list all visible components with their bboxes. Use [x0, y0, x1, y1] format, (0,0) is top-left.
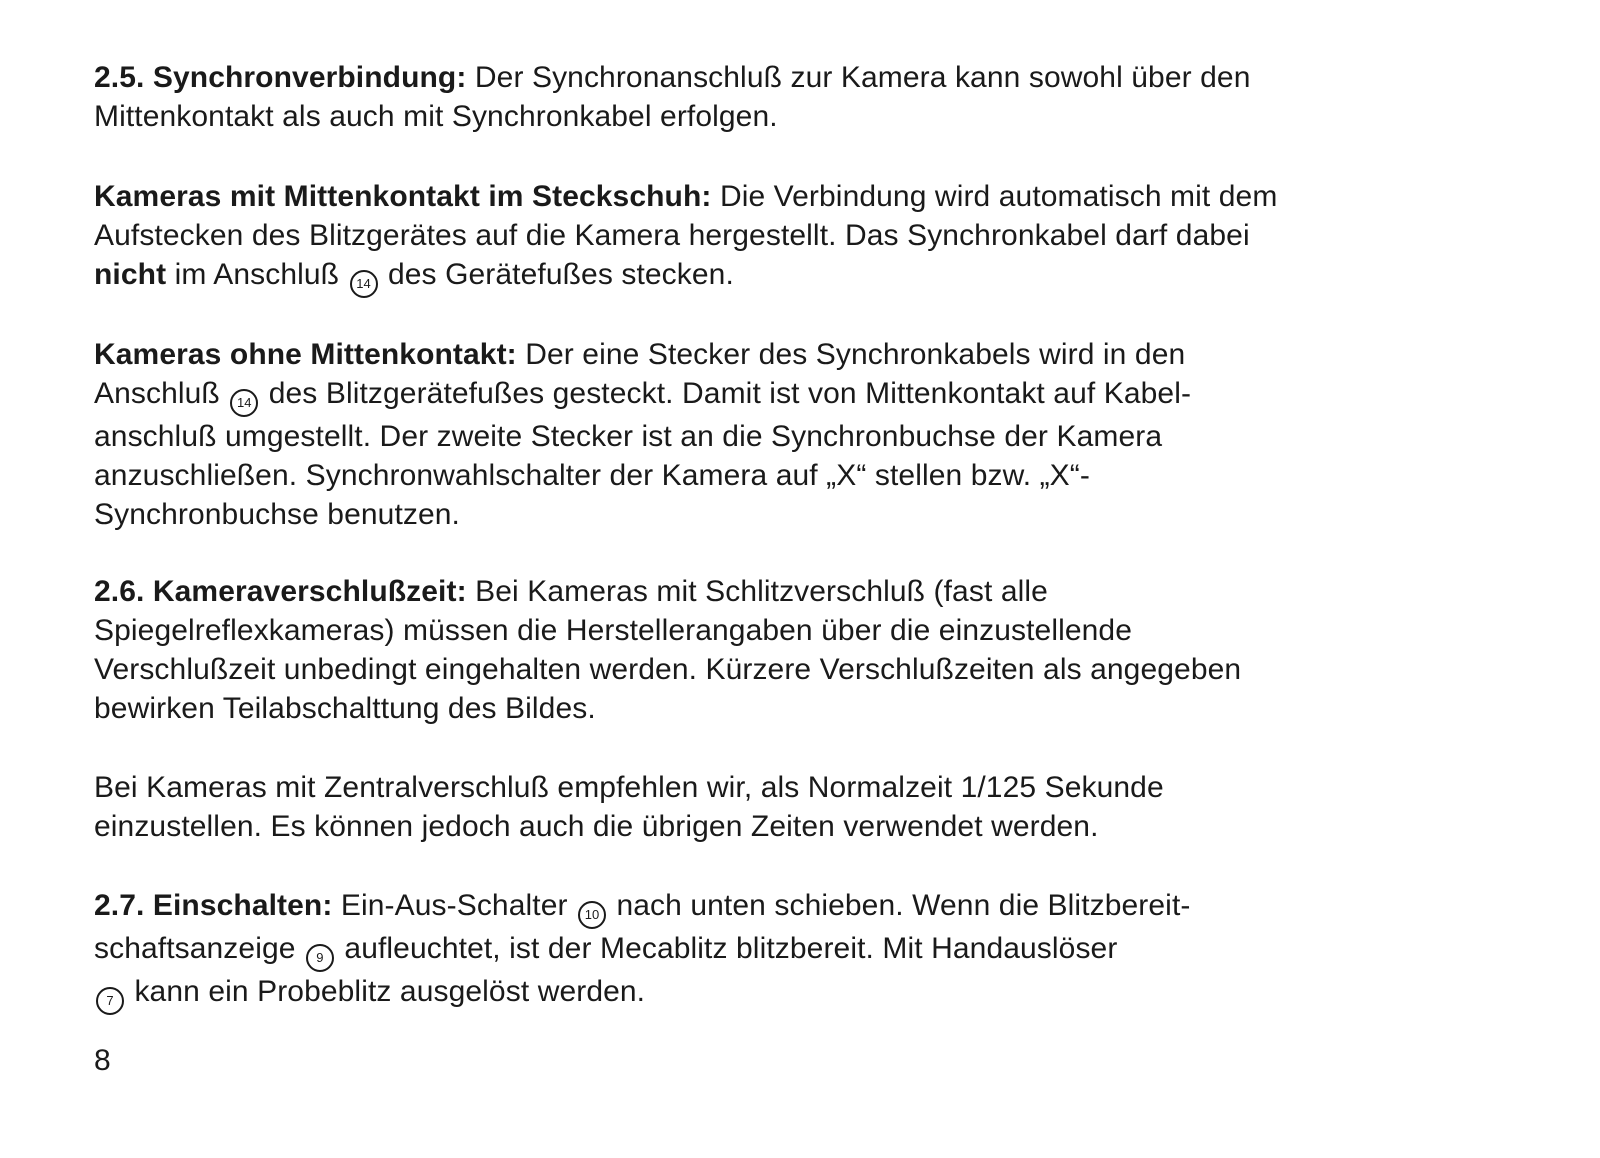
body-text: des Gerätefußes stecken. [387, 258, 734, 291]
text-line [94, 58, 1251, 97]
section-heading: 2.7. Einschalten: [94, 889, 333, 922]
text-line [94, 255, 1277, 298]
paragraph-heading: Kameras ohne Mittenkontakt: [94, 338, 517, 371]
body-text: Ein-Aus-Schalter [340, 889, 568, 922]
text-line: anzuschließen. Synchronwahlschalter der Kamera auf „X“ stellen bzw. „X“- [94, 459, 1090, 492]
body-text: kann ein Probeblitz ausgelöst werden. [134, 975, 646, 1008]
body-text: schaftsanzeige [94, 932, 296, 965]
text-line [94, 572, 1241, 611]
reference-number-14: 14 [230, 389, 258, 417]
reference-number-9: 9 [306, 944, 334, 972]
text-line [94, 886, 1190, 929]
section-2-5-synchronverbindung [94, 58, 1251, 136]
paragraph-kameras-mit-mittenkontakt [94, 177, 1277, 298]
reference-number-7: 7 [96, 987, 124, 1015]
body-text: Der Synchronanschluß zur Kamera kann sowohl über den [474, 61, 1251, 94]
body-text: Bei Kameras mit Schlitzverschluß (fast alle [475, 575, 1048, 608]
text-line [94, 972, 1190, 1015]
body-text: Anschluß [94, 377, 220, 410]
section-heading: 2.6. Kameraverschlußzeit: [94, 575, 467, 608]
reference-number-10: 10 [578, 901, 606, 929]
body-text: nach unten schieben. Wenn die Blitzbereit- [616, 889, 1191, 922]
section-2-7-einschalten [94, 886, 1190, 1015]
emphasis-nicht: nicht [94, 258, 167, 291]
text-line: einzustellen. Es können jedoch auch die übrigen Zeiten verwendet werden. [94, 810, 1099, 843]
page-number: 8 [94, 1044, 111, 1077]
paragraph-kameras-ohne-mittenkontakt [94, 335, 1191, 534]
paragraph-heading: Kameras mit Mittenkontakt im Steckschuh: [94, 180, 712, 213]
body-text: im Anschluß [174, 258, 340, 291]
body-text: Der eine Stecker des Synchronkabels wird in den [525, 338, 1186, 371]
text-line: anschluß umgestellt. Der zweite Stecker ist an die Synchronbuchse der Kamera [94, 420, 1163, 453]
text-line: Spiegelreflexkameras) müssen die Herstellerangaben über die einzustellende [94, 614, 1132, 647]
text-line: bewirken Teilabschalttung des Bildes. [94, 692, 596, 725]
text-line [94, 177, 1277, 216]
section-heading: 2.5. Synchronverbindung: [94, 61, 467, 94]
reference-number-14: 14 [350, 270, 378, 298]
body-text: aufleuchtet, ist der Mecablitz blitzbereit. Mit Handauslöser [344, 932, 1118, 965]
text-line: Aufstecken des Blitzgerätes auf die Kamera hergestellt. Das Synchronkabel darf dabei [94, 219, 1250, 252]
paragraph-zentralverschluss [94, 768, 1164, 846]
text-line: Mittenkontakt als auch mit Synchronkabel erfolgen. [94, 100, 778, 133]
text-line [94, 929, 1190, 972]
body-text: Die Verbindung wird automatisch mit dem [719, 180, 1278, 213]
text-line [94, 335, 1191, 374]
section-2-6-kameraverschlusszeit [94, 572, 1241, 728]
text-line: Verschlußzeit unbedingt eingehalten werden. Kürzere Verschlußzeiten als angegeben [94, 653, 1242, 686]
text-line: Synchronbuchse benutzen. [94, 498, 460, 531]
text-line [94, 374, 1191, 417]
body-text: des Blitzgerätefußes gesteckt. Damit ist von Mittenkontakt auf Kabel- [268, 377, 1192, 410]
text-line: Bei Kameras mit Zentralverschluß empfehlen wir, als Normalzeit 1/125 Sekunde [94, 771, 1164, 804]
